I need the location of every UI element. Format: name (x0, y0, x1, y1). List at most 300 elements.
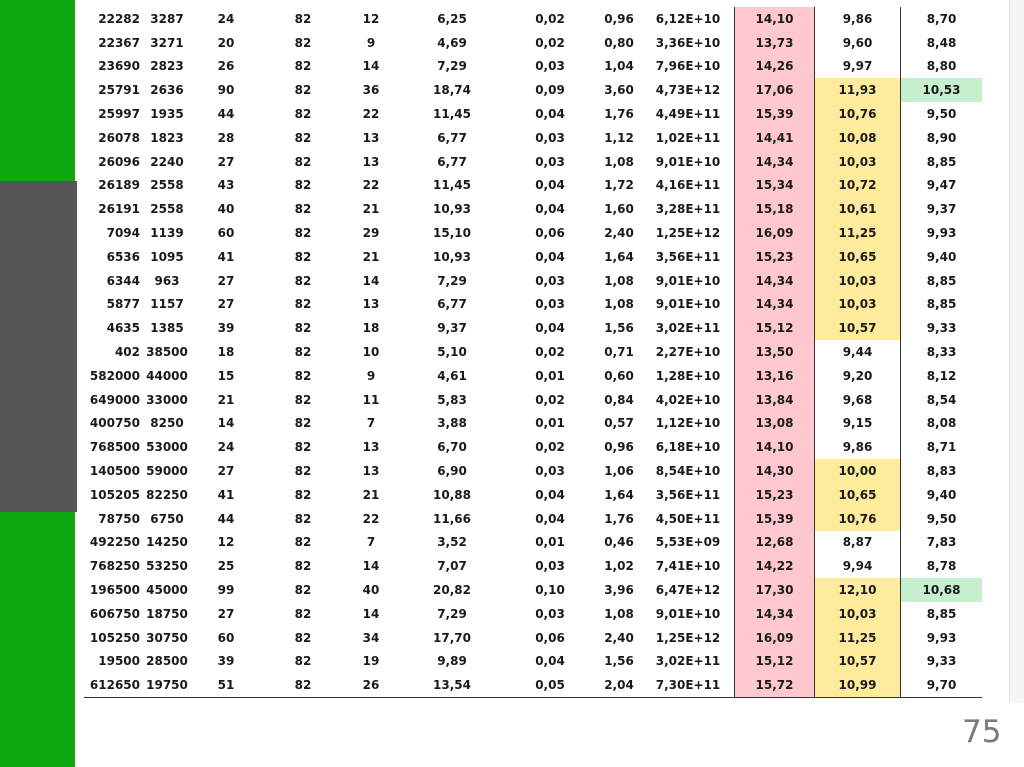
table-cell: 82 (294, 654, 312, 669)
table-cell: 10,53 (901, 78, 983, 102)
table-cell: 8,85 (926, 273, 957, 288)
table-cell: 9 (366, 368, 376, 383)
table-cell: 7 (366, 535, 376, 550)
table-cell: 6,47E+12 (655, 583, 721, 598)
table-cell: 14,26 (735, 55, 815, 79)
table-cell: 15,10 (433, 226, 471, 241)
table-cell: 6344 (106, 273, 140, 288)
table-cell: 9,86 (815, 7, 901, 31)
table-row (84, 459, 982, 483)
table-row (84, 221, 982, 245)
table-cell: 14 (362, 59, 380, 74)
table-cell: 8,85 (926, 154, 957, 169)
table-cell: 53000 (146, 440, 188, 455)
table-cell: 8,08 (926, 416, 957, 431)
table-cell: 43 (217, 178, 235, 193)
table-row (84, 554, 982, 578)
table-cell: 2,40 (604, 630, 634, 645)
table-cell: 10,76 (815, 102, 901, 126)
table-cell: 22282 (98, 11, 140, 26)
left-gray-block (0, 181, 77, 512)
table-cell: 6,25 (437, 11, 467, 26)
table-cell: 18750 (146, 606, 188, 621)
table-cell: 582000 (89, 368, 140, 383)
table-cell: 25791 (98, 83, 140, 98)
table-cell: 10,72 (815, 174, 901, 198)
table-cell: 10,08 (815, 126, 901, 150)
table-cell: 7 (366, 416, 376, 431)
table-row (84, 531, 982, 555)
table-cell: 14,10 (735, 435, 815, 459)
table-cell: 27 (217, 464, 235, 479)
table-cell: 9 (366, 35, 376, 50)
table-cell: 15,23 (735, 483, 815, 507)
table-cell: 26078 (98, 130, 140, 145)
table-cell: 26191 (98, 202, 140, 217)
table-cell: 17,06 (735, 78, 815, 102)
table-cell: 9,33 (926, 321, 957, 336)
table-cell: 4,16E+11 (655, 178, 721, 193)
table-cell: 9,50 (926, 511, 957, 526)
table-cell: 25 (217, 559, 235, 574)
table-cell: 15 (217, 368, 235, 383)
table-cell: 5,83 (437, 392, 467, 407)
table-cell: 4,49E+11 (655, 107, 721, 122)
table-cell: 9,40 (926, 249, 957, 264)
table-row (84, 650, 982, 674)
table-cell: 12 (362, 11, 380, 26)
table-cell: 1139 (150, 226, 184, 241)
table-cell: 9,70 (901, 673, 983, 697)
table-cell: 20 (217, 35, 235, 50)
table-cell: 2558 (150, 202, 184, 217)
table-cell: 5877 (106, 297, 140, 312)
table-cell: 18 (362, 321, 380, 336)
table-cell: 6536 (106, 249, 140, 264)
table-cell: 0,03 (535, 273, 565, 288)
table-row (84, 293, 982, 317)
table-cell: 0,80 (604, 35, 634, 50)
table-row (84, 483, 982, 507)
table-cell: 1935 (150, 107, 184, 122)
table-cell: 1,12 (604, 130, 634, 145)
table-cell: 82 (294, 249, 312, 264)
table-row (84, 388, 982, 412)
table-cell: 51 (188, 673, 264, 697)
table-cell: 38500 (146, 345, 188, 360)
table-row (84, 126, 982, 150)
table-cell: 13,73 (735, 31, 815, 55)
table-cell: 16,09 (735, 221, 815, 245)
table-cell: 8,70 (926, 11, 957, 26)
table-cell: 13 (362, 464, 380, 479)
table-cell: 15,12 (735, 650, 815, 674)
table-row (84, 245, 982, 269)
table-cell: 7,83 (926, 535, 957, 550)
table-cell: 36 (362, 83, 380, 98)
table-cell: 9,40 (926, 487, 957, 502)
table-cell: 82 (294, 630, 312, 645)
table-row (84, 316, 982, 340)
table-cell: 39 (217, 321, 235, 336)
table-cell: 15,34 (735, 174, 815, 198)
table-cell: 3,88 (437, 416, 467, 431)
table-cell: 0,02 (535, 440, 565, 455)
table-cell: 9,37 (926, 202, 957, 217)
table-cell: 0,60 (604, 368, 634, 383)
table-cell: 14,34 (735, 150, 815, 174)
table-cell: 14 (217, 416, 235, 431)
table-cell: 1,08 (604, 273, 634, 288)
table-cell: 13,16 (735, 364, 815, 388)
table-cell: 21 (362, 487, 380, 502)
table-cell: 10,68 (901, 578, 983, 602)
table-cell: 14250 (146, 535, 188, 550)
table-cell: 2823 (150, 59, 184, 74)
table-cell: 105250 (89, 630, 140, 645)
table-cell: 10,03 (815, 293, 901, 317)
table-cell: 13 (362, 297, 380, 312)
table-cell: 6,70 (437, 440, 467, 455)
table-cell: 1,64 (604, 249, 634, 264)
table-cell: 26096 (98, 154, 140, 169)
table-cell: 25997 (98, 107, 140, 122)
table-cell: 9,68 (815, 388, 901, 412)
table-cell: 9,01E+10 (655, 297, 721, 312)
table-cell: 4,69 (437, 35, 467, 50)
table-cell: 0,01 (535, 535, 565, 550)
table-cell: 82 (294, 273, 312, 288)
table-cell: 13 (362, 130, 380, 145)
table-cell: 82 (294, 35, 312, 50)
table-cell: 4635 (106, 321, 140, 336)
table-cell: 0,04 (535, 202, 565, 217)
table-cell: 1,56 (604, 654, 634, 669)
table-row (84, 269, 982, 293)
table-cell: 18,74 (433, 83, 471, 98)
table-cell: 7,96E+10 (655, 59, 721, 74)
table-cell: 0,02 (535, 11, 565, 26)
table-cell: 10,65 (815, 245, 901, 269)
table-cell: 9,97 (815, 55, 901, 79)
table-cell: 0,71 (604, 345, 634, 360)
table-cell: 9,15 (815, 412, 901, 436)
table-row (84, 197, 982, 221)
table-cell: 22367 (98, 35, 140, 50)
table-cell: 1,04 (604, 59, 634, 74)
table-cell: 1,76 (604, 107, 634, 122)
table-cell: 5,10 (437, 345, 467, 360)
table-cell: 3,96 (604, 583, 634, 598)
table-cell: 27 (217, 606, 235, 621)
table-cell: 2240 (150, 154, 184, 169)
table-cell: 3271 (150, 35, 184, 50)
table-cell: 9,33 (926, 654, 957, 669)
table-cell: 7,29 (437, 606, 467, 621)
table-row (84, 364, 982, 388)
table-cell: 10,93 (433, 202, 471, 217)
table-cell: 41 (217, 487, 235, 502)
table-row (84, 602, 982, 626)
table-cell: 9,50 (926, 107, 957, 122)
data-table (84, 7, 982, 698)
table-cell: 7,29 (437, 59, 467, 74)
table-cell: 0,06 (535, 226, 565, 241)
table-cell: 6,77 (437, 297, 467, 312)
table-cell: 15,23 (735, 245, 815, 269)
table-cell: 768250 (89, 559, 140, 574)
table-cell: 10,99 (815, 673, 901, 697)
table-cell: 9,01E+10 (655, 273, 721, 288)
table-row (84, 31, 982, 55)
table-cell: 9,01E+10 (655, 154, 721, 169)
table-cell: 0,02 (535, 345, 565, 360)
table-row (84, 340, 982, 364)
table-cell: 2,27E+10 (655, 345, 721, 360)
table-cell: 23690 (98, 59, 140, 74)
table-cell: 0,03 (535, 130, 565, 145)
table-cell: 90 (217, 83, 235, 98)
table-cell: 16,09 (735, 626, 815, 650)
table-cell: 0,03 (535, 464, 565, 479)
page-number: 75 (962, 714, 1002, 750)
table-cell: 53250 (146, 559, 188, 574)
table-cell: 15,18 (735, 197, 815, 221)
table-cell: 13,08 (735, 412, 815, 436)
table-cell: 2,04 (596, 673, 642, 697)
table-cell: 0,84 (604, 392, 634, 407)
table-cell: 10,03 (815, 269, 901, 293)
table-cell: 3,60 (604, 83, 634, 98)
table-cell: 82 (294, 107, 312, 122)
table-cell: 14,34 (735, 293, 815, 317)
table-cell: 60 (217, 226, 235, 241)
table-cell: 3,56E+11 (655, 249, 721, 264)
table-cell: 4,73E+12 (655, 83, 721, 98)
table-cell: 15,39 (735, 102, 815, 126)
table-cell: 10,65 (815, 483, 901, 507)
table-cell: 44000 (146, 368, 188, 383)
table-cell: 6,12E+10 (655, 11, 721, 26)
table-cell: 9,44 (815, 340, 901, 364)
table-cell: 60 (217, 630, 235, 645)
table-cell: 14 (362, 559, 380, 574)
table-row (84, 507, 982, 531)
table-cell: 9,20 (815, 364, 901, 388)
table-cell: 649000 (89, 392, 140, 407)
table-cell: 4,50E+11 (655, 511, 721, 526)
table-cell: 30750 (146, 630, 188, 645)
table-cell: 0,04 (535, 107, 565, 122)
table-cell: 140500 (89, 464, 140, 479)
table-cell: 82 (294, 130, 312, 145)
table-cell: 8,54E+10 (655, 464, 721, 479)
table-cell: 45000 (146, 583, 188, 598)
table-cell: 1,28E+10 (655, 368, 721, 383)
table-cell: 6,77 (437, 154, 467, 169)
table-cell: 8250 (150, 416, 184, 431)
table-cell: 15,12 (735, 316, 815, 340)
table-cell: 6,77 (437, 130, 467, 145)
table-cell: 82 (294, 559, 312, 574)
table-cell: 0,04 (535, 487, 565, 502)
table-cell: 1,60 (604, 202, 634, 217)
table-cell: 6,90 (437, 464, 467, 479)
table-cell: 82 (294, 178, 312, 193)
table-cell: 4,02E+10 (655, 392, 721, 407)
table-cell: 27 (217, 154, 235, 169)
table-cell: 9,94 (815, 554, 901, 578)
table-cell: 1,06 (604, 464, 634, 479)
table-cell: 82 (294, 154, 312, 169)
table-cell: 21 (362, 202, 380, 217)
table-cell: 8,85 (926, 606, 957, 621)
table-cell: 3,02E+11 (655, 654, 721, 669)
table-cell: 12,10 (815, 578, 901, 602)
table-cell: 963 (154, 273, 180, 288)
table-cell: 22 (362, 107, 380, 122)
table-cell: 2636 (150, 83, 184, 98)
table-cell: 0,46 (604, 535, 634, 550)
table-cell: 1,72 (604, 178, 634, 193)
table-cell: 196500 (89, 583, 140, 598)
table-cell: 11 (362, 392, 380, 407)
table-cell: 8,48 (926, 35, 957, 50)
table-cell: 14,22 (735, 554, 815, 578)
table-cell: 82 (294, 392, 312, 407)
table-cell: 0,03 (535, 59, 565, 74)
table-cell: 82 (294, 297, 312, 312)
table-cell: 28 (217, 130, 235, 145)
table-cell: 10,00 (815, 459, 901, 483)
table-cell: 14,34 (735, 269, 815, 293)
table-cell: 40 (362, 583, 380, 598)
table-cell: 13,50 (735, 340, 815, 364)
table-cell: 2558 (150, 178, 184, 193)
table-cell: 7,29 (437, 273, 467, 288)
table-cell: 82 (294, 202, 312, 217)
table-cell: 11,25 (815, 221, 901, 245)
table-cell: 1,08 (604, 297, 634, 312)
table-cell: 13,84 (735, 388, 815, 412)
table-cell: 10,93 (433, 249, 471, 264)
table-cell: 6,18E+10 (655, 440, 721, 455)
table-row (84, 578, 982, 602)
table-cell: 1,25E+12 (655, 226, 721, 241)
table-cell: 7,30E+11 (642, 673, 735, 697)
table-cell: 1,12E+10 (655, 416, 721, 431)
table-cell: 20,82 (433, 583, 471, 598)
table-cell: 1,02E+11 (655, 130, 721, 145)
table-cell: 0,04 (535, 654, 565, 669)
table-cell: 8,80 (926, 59, 957, 74)
table-row (84, 55, 982, 79)
table-cell: 0,96 (604, 11, 634, 26)
table-cell: 10 (362, 345, 380, 360)
table-cell: 27 (217, 273, 235, 288)
table-cell: 34 (362, 630, 380, 645)
table-cell: 13 (362, 440, 380, 455)
table-cell: 9,60 (815, 31, 901, 55)
table-cell: 1,08 (604, 154, 634, 169)
table-cell: 9,93 (926, 630, 957, 645)
table-cell: 82 (294, 440, 312, 455)
table-cell: 21 (362, 249, 380, 264)
table-cell: 768500 (89, 440, 140, 455)
table-cell: 492250 (89, 535, 140, 550)
table-cell: 0,01 (535, 368, 565, 383)
table-cell: 82250 (146, 487, 188, 502)
table-cell: 7,41E+10 (655, 559, 721, 574)
table-cell: 15,39 (735, 507, 815, 531)
table-cell: 1,08 (604, 606, 634, 621)
right-edge-strip (1009, 0, 1024, 703)
table-cell: 0,09 (535, 83, 565, 98)
table-cell: 9,47 (926, 178, 957, 193)
table-cell: 82 (294, 511, 312, 526)
table-cell: 41 (217, 249, 235, 264)
table-cell: 22 (362, 178, 380, 193)
table-row (84, 626, 982, 650)
table-cell: 612650 (84, 673, 146, 697)
table-cell: 22 (362, 511, 380, 526)
table-cell: 3,28E+11 (655, 202, 721, 217)
table-cell: 0,57 (604, 416, 634, 431)
table-cell: 1095 (150, 249, 184, 264)
table-cell: 82 (294, 487, 312, 502)
table-cell: 9,93 (926, 226, 957, 241)
table-cell: 12 (217, 535, 235, 550)
table-cell: 0,03 (535, 297, 565, 312)
table-cell: 82 (294, 416, 312, 431)
table-cell: 13 (362, 154, 380, 169)
table-cell: 10,61 (815, 197, 901, 221)
table-cell: 1385 (150, 321, 184, 336)
table-cell: 0,05 (504, 673, 596, 697)
table-row (84, 435, 982, 459)
table-cell: 11,66 (433, 511, 471, 526)
table-row (84, 102, 982, 126)
table-cell: 10,03 (815, 602, 901, 626)
table-cell: 26 (342, 673, 400, 697)
table-cell: 9,89 (437, 654, 467, 669)
table-cell: 14,30 (735, 459, 815, 483)
table-cell: 82 (294, 83, 312, 98)
table-cell: 0,06 (535, 630, 565, 645)
table-row (84, 174, 982, 198)
table-cell: 1,25E+12 (655, 630, 721, 645)
table-cell: 9,01E+10 (655, 606, 721, 621)
table-cell: 44 (217, 511, 235, 526)
table-cell: 10,88 (433, 487, 471, 502)
table-cell: 10,57 (815, 650, 901, 674)
table-cell: 8,83 (926, 464, 957, 479)
table-cell: 1823 (150, 130, 184, 145)
table-row (84, 150, 982, 174)
table-cell: 0,04 (535, 511, 565, 526)
table-cell: 17,70 (433, 630, 471, 645)
table-cell: 0,02 (535, 392, 565, 407)
table-cell: 0,03 (535, 559, 565, 574)
table-cell: 10,57 (815, 316, 901, 340)
table-cell: 82 (294, 226, 312, 241)
table-cell: 1,64 (604, 487, 634, 502)
table-cell: 1,56 (604, 321, 634, 336)
table-cell: 18 (217, 345, 235, 360)
table-cell: 2,40 (604, 226, 634, 241)
table-cell: 82 (264, 673, 342, 697)
table-cell: 14,41 (735, 126, 815, 150)
